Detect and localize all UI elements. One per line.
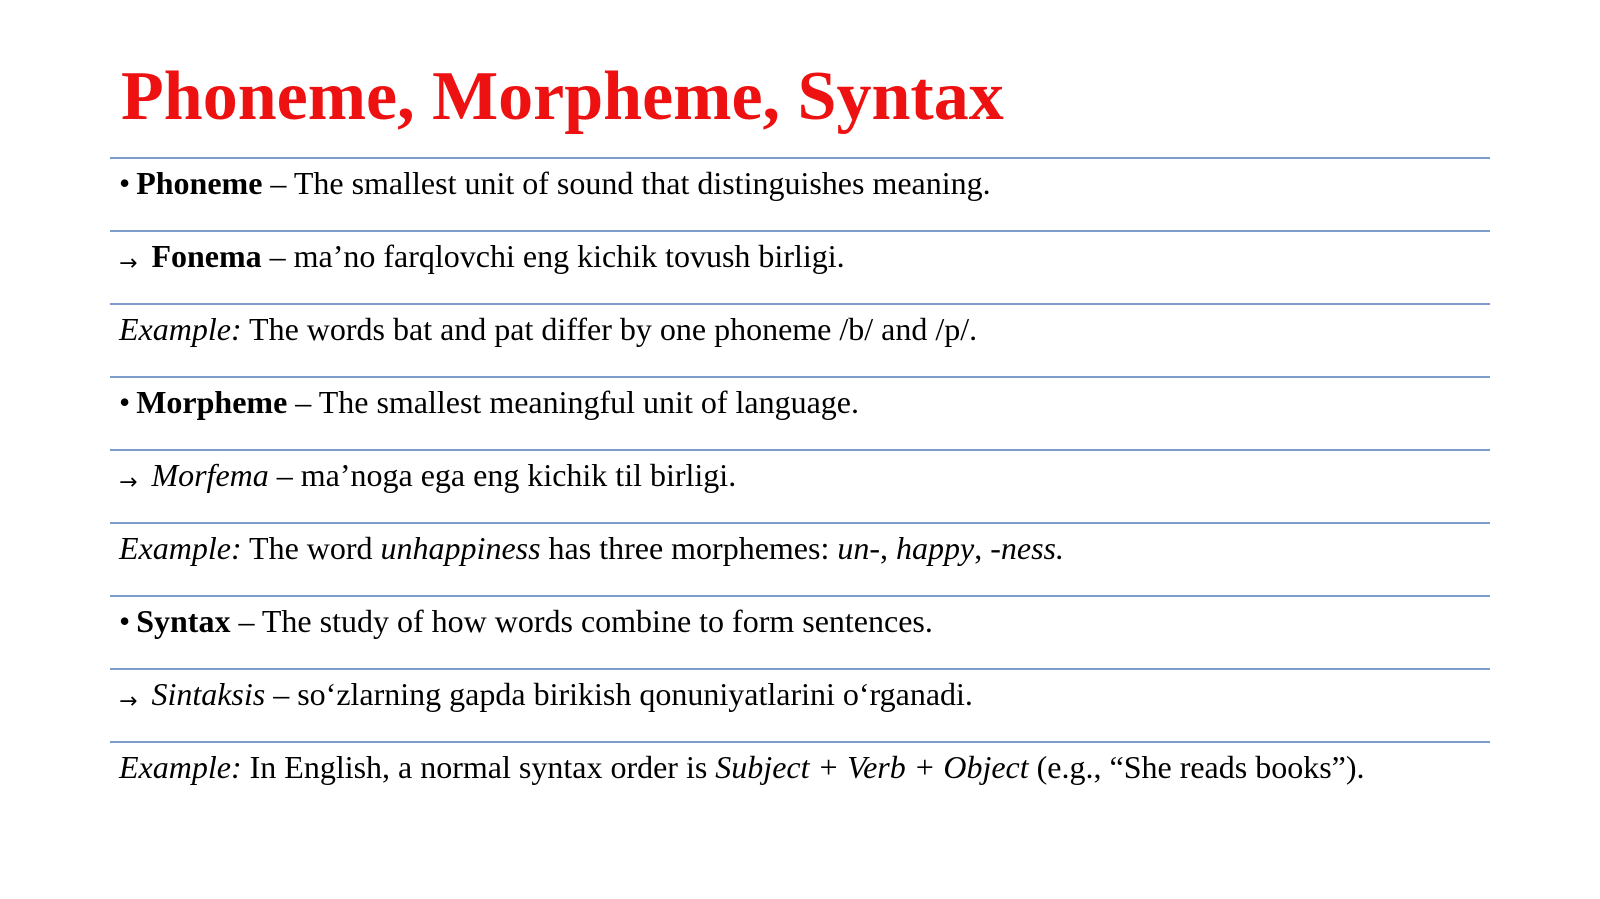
separator: ,: [974, 530, 991, 566]
uz-term-sintaksis: Sintaksis: [151, 676, 266, 712]
row-syntax-uzbek: [110, 668, 1490, 741]
bullet-symbol: •: [119, 603, 131, 639]
example-label: Example:: [119, 311, 242, 347]
definition-phoneme: – The smallest unit of sound that distinguishes meaning.: [262, 165, 991, 201]
bullet-symbol: •: [119, 165, 131, 201]
morpheme-suffix: -ness.: [990, 530, 1064, 566]
morpheme-prefix: un-: [837, 530, 880, 566]
row-phoneme-definition: [110, 157, 1490, 230]
bullet-symbol: •: [119, 384, 131, 420]
example-text: has three morphemes:: [540, 530, 838, 566]
arrow-icon: →: [119, 251, 138, 276]
uz-term-morfema: Morfema: [151, 457, 269, 493]
uz-definition-sintaksis: – so‘zlarning gapda birikish qonuniyatlarini o‘rganadi.: [265, 676, 973, 712]
example-word: unhappiness: [380, 530, 541, 566]
term-syntax: Syntax: [136, 603, 231, 639]
uz-term-fonema: Fonema: [151, 238, 262, 274]
example-label: Example:: [119, 749, 242, 785]
row-morpheme-definition: [110, 376, 1490, 449]
example-text: In English, a normal syntax order is: [241, 749, 716, 785]
example-text-phoneme: The words bat and pat differ by one phoneme /b/ and /p/.: [241, 311, 978, 347]
example-text: (e.g., “She reads books”).: [1028, 749, 1365, 785]
definition-list: [110, 157, 1490, 814]
row-syntax-definition: [110, 595, 1490, 668]
row-phoneme-uzbek: [110, 230, 1490, 303]
row-morpheme-uzbek: [110, 449, 1490, 522]
row-morpheme-example: [110, 522, 1490, 595]
arrow-icon: →: [119, 470, 138, 495]
definition-morpheme: – The smallest meaningful unit of language.: [287, 384, 859, 420]
example-label: Example:: [119, 530, 242, 566]
row-syntax-example: [110, 741, 1490, 814]
morpheme-root: happy: [896, 530, 975, 566]
definition-syntax: – The study of how words combine to form sentences.: [230, 603, 933, 639]
separator: ,: [880, 530, 896, 566]
term-morpheme: Morpheme: [136, 384, 288, 420]
uz-definition-fonema: – ma’no farqlovchi eng kichik tovush birligi.: [261, 238, 845, 274]
example-text: The word: [241, 530, 381, 566]
example-order: Subject + Verb + Object: [715, 749, 1029, 785]
uz-definition-morfema: – ma’noga ega eng kichik til birligi.: [268, 457, 737, 493]
slide-title: Phoneme, Morpheme, Syntax: [121, 58, 1004, 135]
term-phoneme: Phoneme: [136, 165, 263, 201]
row-phoneme-example: [110, 303, 1490, 376]
arrow-icon: →: [119, 689, 138, 714]
